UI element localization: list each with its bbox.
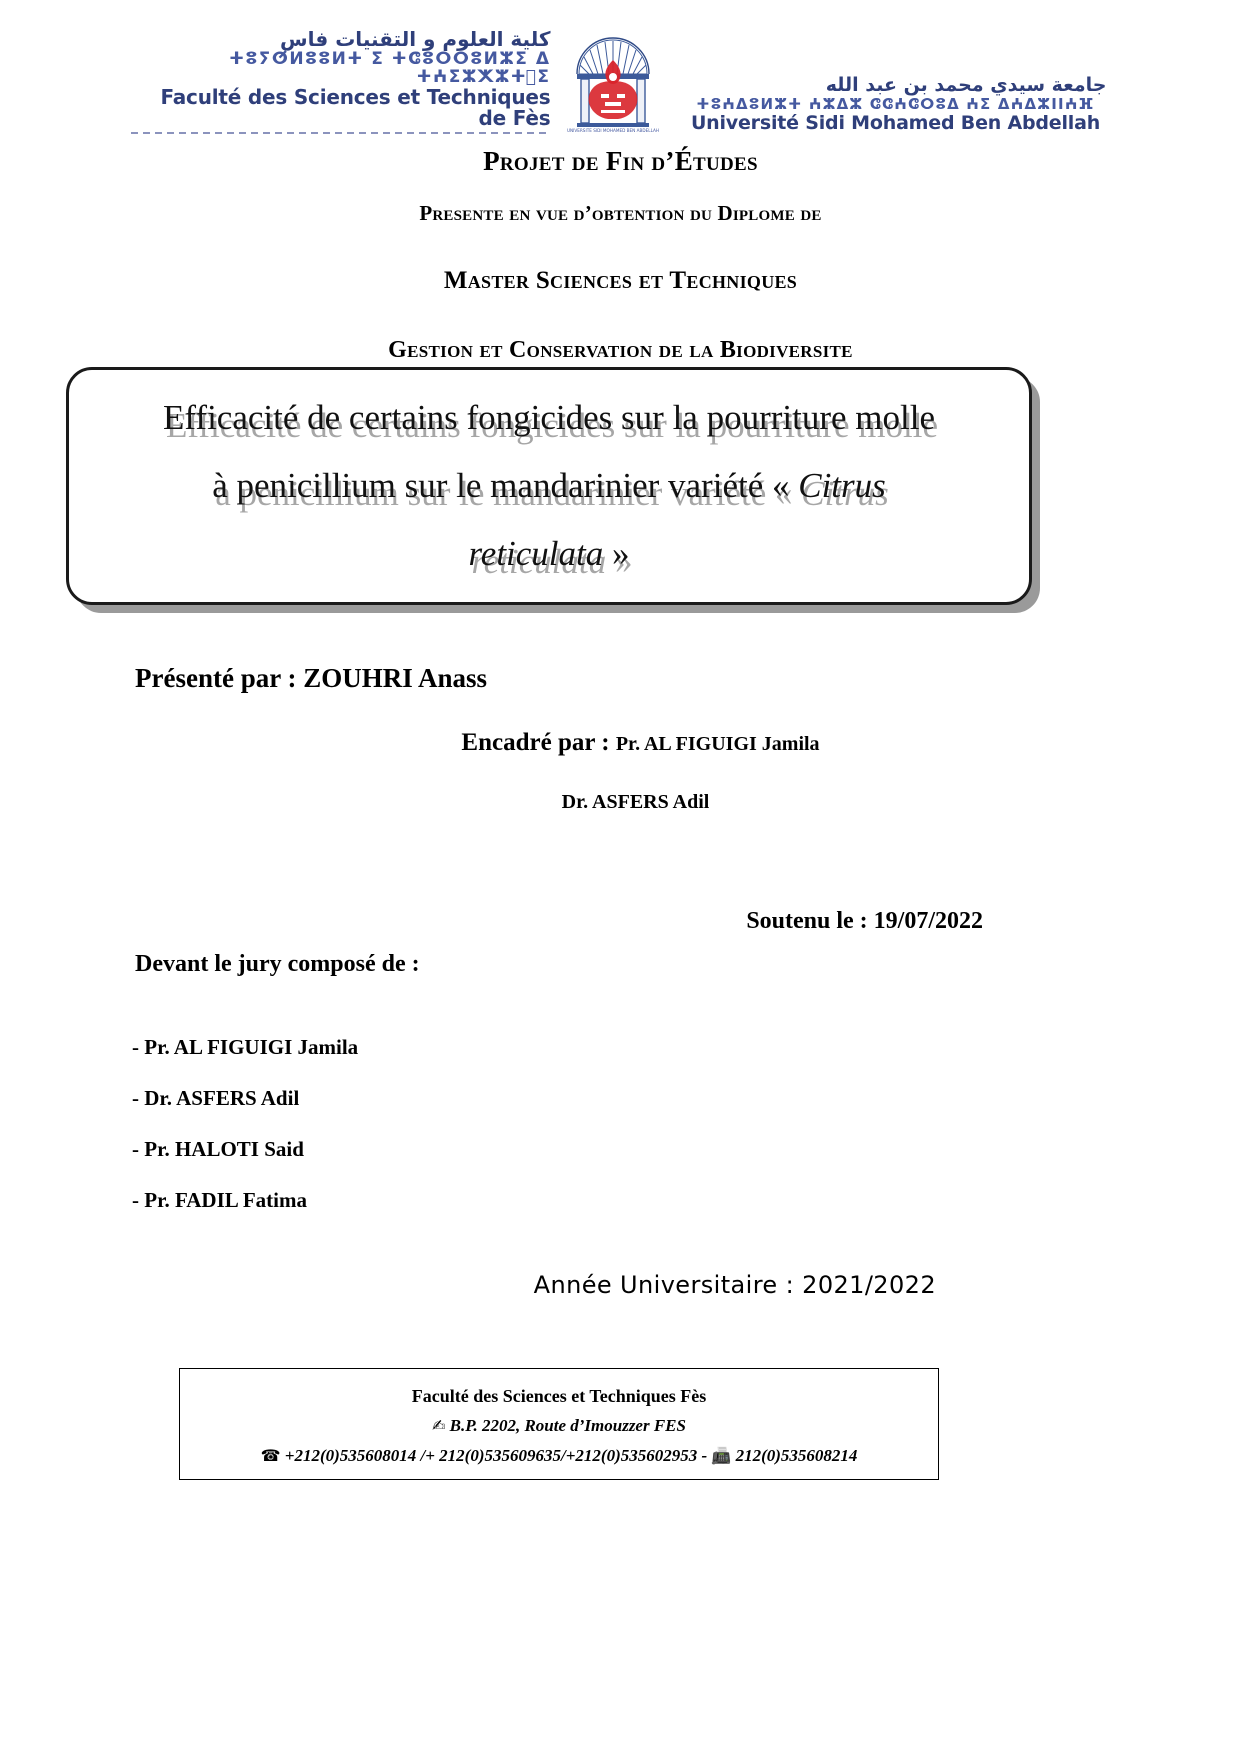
university-name-french: Université Sidi Mohamed Ben Abdellah: [690, 111, 1101, 134]
academic-year: Année Universitaire : 2021/2022: [533, 1271, 936, 1299]
university-name-arabic: جامعة سيدي محمد بن عبد الله: [825, 73, 1107, 96]
supervised-by-label: Encadré par :: [461, 729, 616, 756]
heading-master-sciences: Master Sciences et Techniques: [443, 267, 798, 294]
thesis-title-genus: Citrus: [798, 466, 886, 505]
list-item: - Dr. ASFERS Adil: [132, 1086, 300, 1110]
jury-heading: Devant le jury composé de :: [135, 951, 420, 977]
supervised-by-row: [0, 729, 1241, 757]
heading-presente-diplome: Presente en vue d’obtention du Diplome de: [419, 201, 822, 225]
thesis-title-line-2-text: à penicillium sur le mandarinier variété «: [212, 466, 799, 505]
footer-address: B.P. 2202, Route d’Imouzzer FES: [449, 1416, 686, 1435]
list-item: - Pr. FADIL Fatima: [132, 1188, 307, 1212]
thesis-title-line-1: Efficacité de certains fongicides sur la pourriture molle: [163, 398, 935, 437]
heading-projet-fin-etudes: Projet de Fin d’Études: [483, 146, 758, 176]
faculty-logo-left: [131, 26, 559, 135]
faculty-name-tifinagh: ⵜⵓⵢⵚⵍⵓⵓⵍⵜ ⵉ ⵜⵛⵓⵔⵔⵓⵍⵣⵉ ⵠ ⵜⵄⵉⵣⵅⵣⵜ⵿ⵉ: [229, 49, 551, 88]
university-logo-right: [671, 75, 1111, 134]
mail-icon: ✍: [432, 1416, 446, 1435]
faculty-name-french: Faculté des Sciences et Techniques de Fès: [160, 84, 551, 131]
footer-institution: Faculté des Sciences et Techniques Fès: [411, 1386, 707, 1406]
thesis-title-box: [66, 367, 1032, 605]
jury-list: [132, 1022, 732, 1226]
footer-phones: +212(0)535608014 /+ 212(0)535609635/+212(0)535602953 -: [284, 1446, 712, 1465]
footer-phone-row: [261, 1441, 858, 1471]
thesis-title-line-2: [69, 452, 1029, 520]
footer-fax: 212(0)535608214: [735, 1446, 858, 1465]
thesis-title-species: reticulata: [468, 534, 604, 573]
cosupervisor-name: Dr. ASFERS Adil: [561, 791, 710, 813]
presented-by-label: Présenté par : ZOUHRI Anass: [135, 663, 488, 693]
university-name-tifinagh: ⵜⵓⵄⵠⵓⵍⵣⵜ ⵄⵣⵠⵣ ⵛⵛⵄⵛⵔⵓⵠ ⵄⵉ ⵠⵄⵠⵣⵏⵏⵄⴼ: [696, 94, 1095, 113]
defense-date: Soutenu le : 19/07/2022: [746, 908, 983, 934]
fax-icon: 📠: [711, 1446, 732, 1465]
usmba-seal-icon: [565, 30, 661, 134]
footer-contact-box: [179, 1368, 939, 1480]
supervisor-name: Pr. AL FIGUIGI Jamila: [615, 733, 820, 755]
page-header: [0, 22, 1241, 134]
footer-address-row: [432, 1411, 686, 1441]
list-item: - Pr. AL FIGUIGI Jamila: [132, 1035, 359, 1059]
list-item: - Pr. HALOTI Said: [132, 1137, 304, 1161]
faculty-name-arabic: كلية العلوم و التقنيات فاس: [280, 26, 551, 51]
logo-underline-left: [131, 132, 551, 134]
svg-text:UNIVERSITE SIDI MOHAMED BEN AB: UNIVERSITE SIDI MOHAMED BEN ABDELLAH: [566, 128, 659, 133]
telephone-icon: ☎: [260, 1446, 281, 1465]
thesis-title-line-3: [69, 520, 1029, 588]
thesis-title-closing-quote: »: [603, 534, 630, 573]
heading-specialite: Gestion et Conservation de la Biodiversite: [388, 337, 853, 363]
